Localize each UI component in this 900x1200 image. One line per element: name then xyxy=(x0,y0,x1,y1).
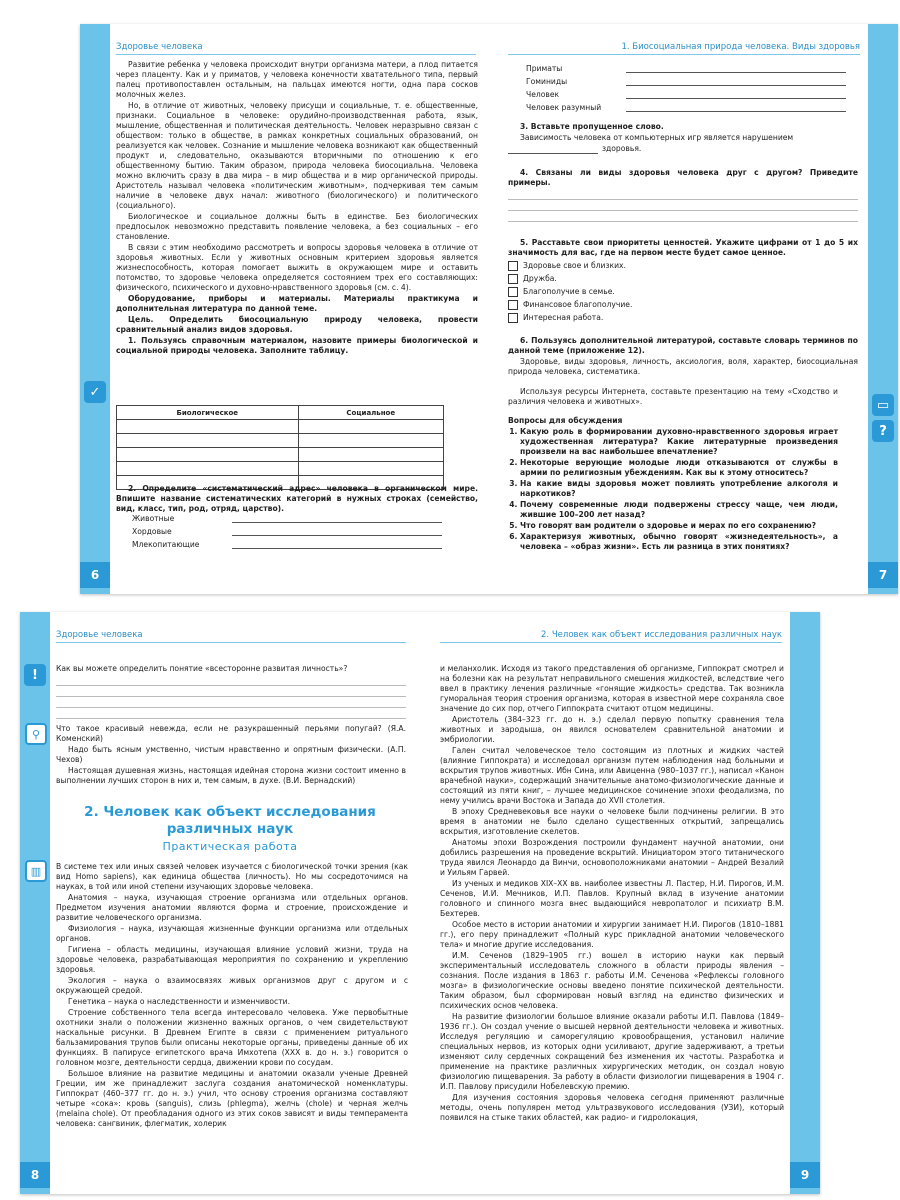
paragraph: Аристотель (384–323 гг. до н. э.) сделал первую попытку сравнения тела животных и зародыша, он явился основателем сравнительной анатомии и эмбриологии. xyxy=(440,715,784,744)
task-4-block xyxy=(508,168,858,222)
task-3-end: здоровья. xyxy=(602,144,642,153)
checkbox[interactable] xyxy=(508,300,518,310)
page-8-side-band xyxy=(20,612,50,1194)
answer-line[interactable] xyxy=(508,211,858,222)
answer-line[interactable] xyxy=(56,697,406,708)
table-row xyxy=(117,420,444,434)
table-cell[interactable] xyxy=(298,420,443,434)
taxon-row xyxy=(132,536,442,549)
page-6 xyxy=(80,24,488,594)
task-1: 1. Пользуясь справочным материалом, назовите примеры биологической и социальной природы человека. Заполните таблицу. xyxy=(116,336,478,355)
check-icon xyxy=(84,381,106,403)
task-3-sentence: Зависимость человека от компьютерных игр является нарушением xyxy=(520,133,794,142)
page-9-side-band xyxy=(790,612,820,1194)
definition-genetics: Генетика – наука о наследственности и изменчивости. xyxy=(68,997,291,1006)
value-item xyxy=(508,259,858,272)
value-item xyxy=(508,311,858,324)
value-label: Финансовое благополучие. xyxy=(523,299,633,309)
paragraph: В системе тех или иных связей человек изучается с биологической точки зрения (как вид Homo sapiens), как единица общества (личность). Но мы сосредоточимся на науках, в той или иной степени изучающих здоровье человека. xyxy=(56,862,408,891)
table-cell[interactable] xyxy=(298,462,443,476)
discussion-question: 5. Что говорят вам родители о здоровье и мерах по его сохранению? xyxy=(520,521,838,531)
book-glyph: ▥ xyxy=(30,864,42,878)
page-number: 9 xyxy=(790,1162,820,1188)
table-cell[interactable] xyxy=(298,448,443,462)
bio-social-table xyxy=(116,405,444,490)
page-number: 6 xyxy=(80,562,110,588)
page-number: 7 xyxy=(868,562,898,588)
exclamation-icon xyxy=(24,664,46,686)
table-row xyxy=(117,434,444,448)
discussion-block xyxy=(508,416,838,553)
discussion-list xyxy=(508,427,838,552)
paragraph: В связи с этим необходимо рассмотреть и вопросы здоровья человека в отличие от здоровья животных. Если у животных основным критерием здоровья является жизнеспособность, которая помогает выжить в окружающем мире и оставить потомство, то здоровье человека определяется состоянием трех его составляющих: физического, психического и духовно-нравственного здоровья (см. с. 4). xyxy=(116,243,478,292)
answer-line[interactable] xyxy=(56,686,406,697)
internet-task xyxy=(508,387,838,408)
table-cell[interactable] xyxy=(117,462,299,476)
task-5-block xyxy=(508,238,858,324)
taxon-row xyxy=(132,523,442,536)
discussion-question: 2. Некоторые верующие молодые люди отказываются от службы в армии по религиозным убеждениям. Как вы к этому относитесь? xyxy=(520,458,838,478)
book-icon xyxy=(25,860,47,882)
paragraph: Для изучения состояния здоровья человека сегодня применяют различные методы, очень популярен метод ультразвукового исследования (УЗИ), который появился на стыке таких областей, как радио- и гидролокация, xyxy=(440,1093,784,1122)
fill-line[interactable] xyxy=(626,64,846,73)
running-head: Здоровье человека xyxy=(116,42,476,55)
answer-line[interactable] xyxy=(56,675,406,686)
search-glyph: ⚲ xyxy=(31,727,41,741)
paragraph: На развитие физиологии большое влияние оказали работы И.П. Павлова (1849–1936 гг.). Он создал учение о высшей нервной деятельности человека и животных. Исследуя регуляцию и саморегуляцию кровообращения, установил наличие специальных нервов, из которых одни усиливают, другие задерживают, а третьи изменяют силу сердечных сокращений без изменения их частоты. Разработка и применение на практике различных хирургических методик, он создал новую физиологию пищеварения. За работу в области физиологии пищеварения в 1904 г. И.П. Павлову присудили Нобелевскую премию. xyxy=(440,1012,784,1091)
paragraph: Развитие ребенка у человека происходит внутри организма матери, а плод питается через плаценту. Как и у приматов, у человека конечности хватательного типа, первый палец противопоставлен остальным, на пальцах имеются ногти, одна пара сосков молочных желез. xyxy=(116,60,478,99)
table-row xyxy=(117,448,444,462)
running-head: Здоровье человека xyxy=(56,630,406,643)
quote: Надо быть ясным умственно, чистым нравственно и опрятным физически. (А.П. Чехов) xyxy=(56,745,406,764)
paragraph: Гален считал человеческое тело состоящим из плотных и жидких частей (влияние Гиппократа) и исследовал организм путем наблюдения над больными и вскрытия трупов животных. Ибн Сина, или Авиценна (980–1037 гг.), написал «Канон врачебной науки», содержащий значительные анатомо-физиологические данные и состоящий из пяти книг, – лучшее медицинское сочинение эпохи феодализма, по нему учились врачи Востока и Запада до XVII столетия. xyxy=(440,746,784,805)
taxon-row xyxy=(526,73,846,86)
value-label: Интересная работа. xyxy=(523,312,604,322)
table-header: Биологическое xyxy=(117,406,299,420)
top-spread xyxy=(80,24,898,594)
paragraph: и меланхолик. Исходя из такого представления об организме, Гиппократ смотрел и на болезни как на результат неправильного смешения жидкостей, вследствие чего ввел в практику лечения различные «гонящие жидкость» средства. Так возникла гуморальная теория строения организма, которая в известной мере сохраняла свое значение до сих пор, отчего Гиппократа считают отцом медицины. xyxy=(440,664,784,713)
practical-work-subtitle: Практическая работа xyxy=(162,840,298,853)
fill-line[interactable] xyxy=(232,540,442,549)
page-7 xyxy=(490,24,898,594)
value-label: Здоровье свое и близких. xyxy=(523,260,626,270)
paragraph: Анатомы эпохи Возрождения построили фундамент научной анатомии, они добились разрешения на проведение вскрытий. Инициатором этого титанического труда явился Леонардо да Винчи, основоположниками анатомии – Андрей Везалий и Уильям Гарвей. xyxy=(440,838,784,877)
search-icon xyxy=(25,723,47,745)
definition-hygiene: Гигиена – область медицины, изучающая влияние условий жизни, труда на здоровье человека, разрабатывающая мероприятия по сохранению и укреплению здоровья. xyxy=(56,945,408,974)
taxon-label: Человек xyxy=(526,90,560,99)
fill-line[interactable] xyxy=(232,514,442,523)
taxon-label: Млекопитающие xyxy=(132,540,200,549)
paragraph: Биологическое и социальное должны быть в единстве. Без биологических предпосылок невозможно представить появление человека, а без социальных – его становление. xyxy=(116,212,478,241)
fill-line[interactable] xyxy=(626,90,846,99)
taxon-label: Приматы xyxy=(526,64,563,73)
paragraph: Из ученых и медиков XIX–XX вв. наиболее известны Л. Пастер, Н.И. Пирогов, И.М. Сеченов, И.И. Мечников, И.П. Павлов. Крупный вклад в изучение анатомии головного и спинного мозга внес выдающийся невропатолог и психиатр В.М. Бехтерев. xyxy=(440,879,784,918)
table-cell[interactable] xyxy=(117,434,299,448)
discussion-question: 1. Какую роль в формировании духовно-нравственного здоровья играет художественная литература? Какие литературные произведения произвели на вас наибольшее впечатление? xyxy=(520,427,838,457)
goal-text: Цель. Определить биосоциальную природу человека, провести сравнительный анализ видов здоровья. xyxy=(116,315,478,334)
discussion-title: Вопросы для обсуждения xyxy=(508,416,623,425)
running-head: 1. Биосоциальная природа человека. Виды здоровья xyxy=(508,42,860,55)
discussion-question: 4. Почему современные люди подвержены стрессу чаще, чем люди, жившие 100–200 лет назад? xyxy=(520,500,838,520)
monitor-icon xyxy=(872,394,894,416)
table-cell[interactable] xyxy=(117,420,299,434)
definition-physiology: Физиология – наука, изучающая жизненные функции организма или отдельных органов. xyxy=(56,924,408,943)
definition-anatomy: Анатомия – наука, изучающая строение организма или отдельных органов. Предметом изучения анатомии являются форма и строение, происхождение и развитие человеческого организма. xyxy=(56,893,408,922)
task-6: 6. Пользуясь дополнительной литературой, составьте словарь терминов по данной теме (приложение 12). xyxy=(508,336,858,355)
page-6-text xyxy=(116,60,478,357)
check-glyph: ✓ xyxy=(89,384,101,400)
task-5: 5. Расставьте свои приоритеты ценностей. Укажите цифрами от 1 до 5 их значимость для вас, где на первом месте будет самое ценное. xyxy=(508,238,858,257)
question-text: Как вы можете определить понятие «всесторонне развитая личность»? xyxy=(56,664,348,673)
chapter-title: 2. Человек как объект исследования различных наук xyxy=(84,804,376,837)
paragraph: В эпоху Средневековья все науки о человеке были подчинены религии. В это время в анатомии не было сделано существенных открытий, запрещались вскрытия, изготовление скелетов. xyxy=(440,807,784,836)
table-cell[interactable] xyxy=(298,434,443,448)
table-row xyxy=(117,462,444,476)
taxa-fill-list xyxy=(132,510,442,549)
question-glyph: ? xyxy=(879,423,887,439)
value-item xyxy=(508,272,858,285)
task-4: 4. Связаны ли виды здоровья человека друг с другом? Приведите примеры. xyxy=(508,168,858,187)
paragraph: Большое влияние на развитие медицины и анатомии оказали ученые Древней Греции, им же принадлежит заслуга создания анатомической номенклатуры. Гиппократ (460–377 гг. до н. э.) учил, что основу строения организма составляют четыре «сока»: кровь (sanguis), слизь (phlegma), желчь (chole) и черная желчь (melaina chole). От преобладания одного из этих соков зависят и виды темперамента человека: сангвиник, флегматик, холерик xyxy=(56,1069,408,1128)
answer-line[interactable] xyxy=(56,708,406,719)
taxon-row xyxy=(526,60,846,73)
quote: Настоящая душевная жизнь, настоящая идейная сторона жизни состоит именно в выполнении лучших сторон в них и, тем самым, в духе. (В.И. Вернадский) xyxy=(56,766,406,785)
checkbox[interactable] xyxy=(508,313,518,323)
taxon-label: Животные xyxy=(132,514,175,523)
value-label: Благополучие в семье. xyxy=(523,286,615,296)
exclamation-glyph: ! xyxy=(32,667,38,683)
checkbox[interactable] xyxy=(508,274,518,284)
fill-line[interactable] xyxy=(626,77,846,86)
equipment-text: Оборудование, приборы и материалы. Материалы практикума и дополнительная литература по данной теме. xyxy=(116,294,478,313)
page-8 xyxy=(20,612,418,1194)
table-header: Социальное xyxy=(298,406,443,420)
task-3-block xyxy=(508,122,858,155)
question-icon xyxy=(872,420,894,442)
taxon-row xyxy=(132,510,442,523)
value-item xyxy=(508,298,858,311)
taxon-row xyxy=(526,86,846,99)
page-8-text xyxy=(56,862,408,1130)
taxon-row xyxy=(526,99,846,112)
paragraph: И.М. Сеченов (1829–1905 гг.) вошел в историю науки как первый экспериментальный исследователь сложного в области природы явления – сознания. После издания в 1863 г. работы И.М. Сеченова «Рефлексы головного мозга» в физиологические основы введено понятие психической деятельности. Таким образом, был сформирован новый взгляд на единство физических и психических основ человека. xyxy=(440,951,784,1010)
fill-line[interactable] xyxy=(232,527,442,536)
task-3: 3. Вставьте пропущенное слово. xyxy=(520,122,664,131)
discussion-question: 6. Характеризуя животных, обычно говорят «жизнедеятельность», а человека – «образ жизни». Есть ли разница в этих понятиях? xyxy=(520,532,838,552)
monitor-glyph: ▭ xyxy=(876,397,890,413)
taxon-label: Гоминиды xyxy=(526,77,568,86)
value-item xyxy=(508,285,858,298)
page-9 xyxy=(422,612,820,1194)
checkbox[interactable] xyxy=(508,261,518,271)
quotes-block xyxy=(56,724,406,787)
page-6-side-band xyxy=(80,24,110,594)
internet-text: Используя ресурсы Интернета, составьте презентацию на тему «Сходство и различия человека и животных». xyxy=(508,387,838,406)
paragraph: Строение собственного тела всегда интересовало человека. Уже первобытные охотники знали о положении жизненно важных органов, о чем свидетельствуют наскальные рисунки. В Древнем Египте в связи с применением ритуального бальзамирования трупов были описаны некоторые органы, приведены данные об их функциях. В папирусе египетского врача Имхотепа (XXX в. до н. э.) говорится о головном мозге, деятельности сердца, движении крови по сосудам. xyxy=(56,1008,408,1067)
page-7-side-band xyxy=(868,24,898,594)
paragraph: Но, в отличие от животных, человеку присущи и социальные, т. е. общественные, признаки. Социальное в человеке: орудийно-производственная работа, язык, мышление, общественная и политическая деятельность. Человек неразрывно связан с обществом: только в обществе, в рамках конкретных социальных образований, он реализуется как человек. Сознание и мышление человека возникают как общественный продукт и, следовательно, оказываются вторичными по отношению к его общественному бытию. Таким образом, природа человека биосоциальна. Человека можно включить сразу в два мира – в мир общества и в мир органической природы. Аристотель называл человека «политическим животным», подчеркивая тем самым наличие в человеке двух начал: животного (биологического) и политического (социального). xyxy=(116,101,478,210)
taxa-fill-list xyxy=(526,60,846,112)
table-cell[interactable] xyxy=(117,448,299,462)
question-block xyxy=(56,664,406,719)
bottom-spread xyxy=(20,612,820,1194)
task-2-text: 2. Определите «систематический адрес» человека в органическом мире. Впишите название систематических категорий в нужных строках (семейство, вид, класс, тип, род, отряд, царство). xyxy=(116,484,478,513)
fill-line[interactable] xyxy=(626,103,846,112)
quote: Что такое красивый невежда, если не разукрашенный перьями попугай? (Я.А. Коменский) xyxy=(56,724,406,743)
value-label: Дружба. xyxy=(523,273,557,283)
running-head: 2. Человек как объект исследования различных наук xyxy=(440,630,782,643)
page-9-text xyxy=(440,664,784,1124)
answer-line[interactable] xyxy=(508,189,858,200)
fill-line[interactable] xyxy=(508,145,598,154)
task-3-fill xyxy=(508,144,858,154)
page-number: 8 xyxy=(20,1162,50,1188)
taxon-label: Хордовые xyxy=(132,527,172,536)
answer-line[interactable] xyxy=(508,200,858,211)
paragraph: Особое место в истории анатомии и хирургии занимает Н.И. Пирогов (1810–1881 гг.), его перу принадлежит «Полный курс прикладной анатомии человеческого тела» и многие другие исследования. xyxy=(440,920,784,949)
discussion-question: 3. На какие виды здоровья может повлиять употребление алкоголя и наркотиков? xyxy=(520,479,838,499)
task-6-terms: Здоровье, виды здоровья, личность, аксиология, воля, характер, биосоциальная природа человека, систематика. xyxy=(508,357,858,376)
checkbox[interactable] xyxy=(508,287,518,297)
definition-ecology: Экология – наука о взаимосвязях живых организмов друг с другом и с окружающей средой. xyxy=(56,976,408,995)
task-6-block xyxy=(508,336,858,378)
taxon-label: Человек разумный xyxy=(526,103,602,112)
